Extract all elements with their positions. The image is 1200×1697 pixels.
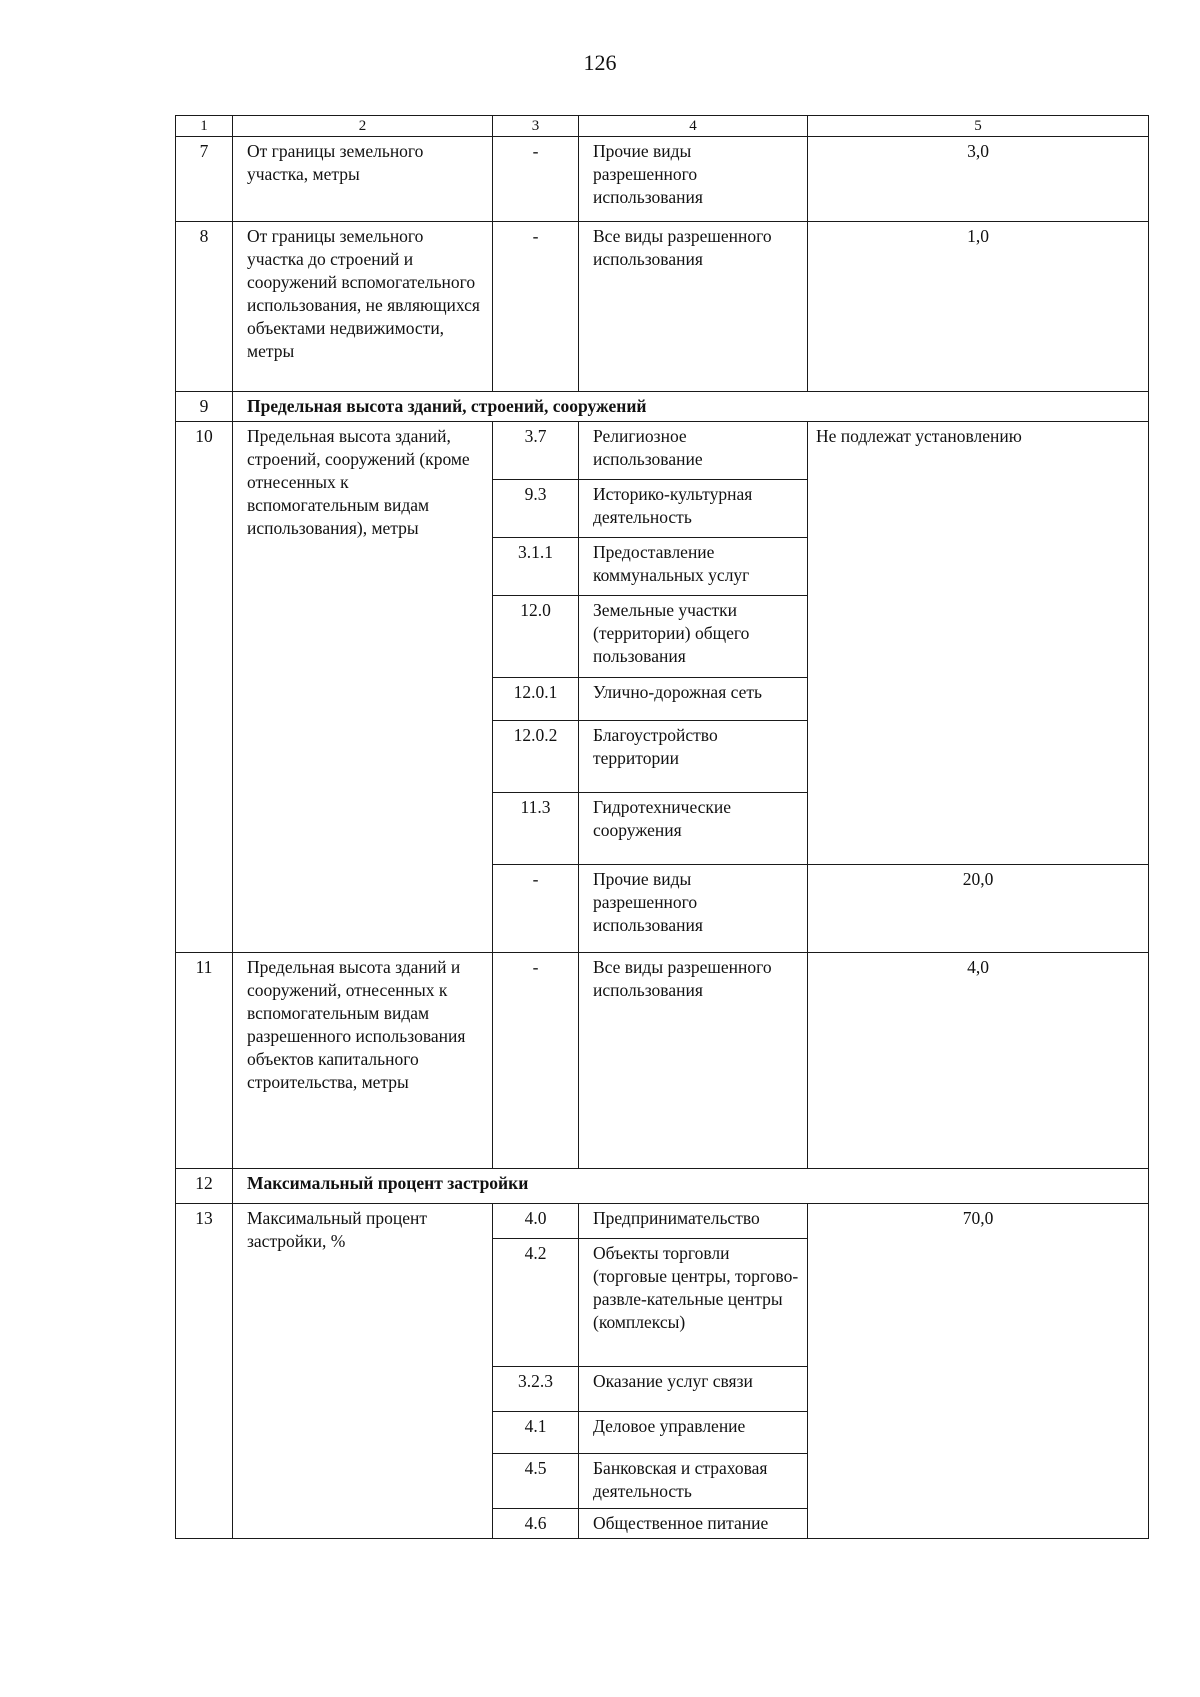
use-type: Все виды разрешенного использования: [579, 953, 808, 1169]
table-row: [176, 422, 1149, 480]
parameter-value: 20,0: [808, 865, 1149, 953]
parameter-value: 70,0: [808, 1204, 1149, 1539]
use-type: Улично-дорожная сеть: [579, 678, 808, 721]
section-row: [176, 1169, 1149, 1204]
parameter-name: От границы земельного участка, метры: [233, 137, 493, 222]
column-number: 1: [176, 116, 233, 137]
use-code: 12.0.1: [493, 678, 579, 721]
use-type: Все виды разрешенного использования: [579, 222, 808, 392]
use-type: Прочие виды разрешенного использования: [579, 865, 808, 953]
column-number-row: [176, 116, 1149, 137]
column-number: 4: [579, 116, 808, 137]
use-code: 3.1.1: [493, 538, 579, 596]
table-row: [176, 137, 1149, 222]
column-number: 3: [493, 116, 579, 137]
use-type: Историко-культурная деятельность: [579, 480, 808, 538]
use-code: 12.0.2: [493, 721, 579, 793]
use-type: Предпринимательство: [579, 1204, 808, 1239]
use-code: -: [493, 137, 579, 222]
parameter-value: 3,0: [808, 137, 1149, 222]
use-type: Гидротехнические сооружения: [579, 793, 808, 865]
column-number: 5: [808, 116, 1149, 137]
use-type: Банковская и страховая деятельность: [579, 1454, 808, 1509]
use-type: Предоставление коммунальных услуг: [579, 538, 808, 596]
parameter-value: 4,0: [808, 953, 1149, 1169]
use-code: 3.2.3: [493, 1367, 579, 1412]
table-row: [176, 1204, 1149, 1239]
use-code: 4.2: [493, 1239, 579, 1367]
use-type: Прочие виды разрешенного использования: [579, 137, 808, 222]
row-number: 9: [176, 392, 233, 422]
use-type: Земельные участки (территории) общего пользования: [579, 596, 808, 678]
page-number: 126: [583, 50, 617, 75]
row-number: 7: [176, 137, 233, 222]
use-type: Общественное питание: [579, 1509, 808, 1539]
section-title: Предельная высота зданий, строений, сооружений: [233, 392, 1149, 422]
use-code: 4.5: [493, 1454, 579, 1509]
use-code: 11.3: [493, 793, 579, 865]
row-number: 12: [176, 1169, 233, 1204]
use-code: -: [493, 953, 579, 1169]
row-number: 13: [176, 1204, 233, 1539]
column-number: 2: [233, 116, 493, 137]
parameter-name: Максимальный процент застройки, %: [233, 1204, 493, 1539]
use-code: -: [493, 222, 579, 392]
use-code: 3.7: [493, 422, 579, 480]
use-type: Объекты торговли (торговые центры, торгово-развле-кательные центры (комплексы): [579, 1239, 808, 1367]
row-number: 10: [176, 422, 233, 953]
table-row: [176, 953, 1149, 1169]
row-number: 11: [176, 953, 233, 1169]
use-type: Деловое управление: [579, 1412, 808, 1454]
row-number: 8: [176, 222, 233, 392]
use-code: 4.1: [493, 1412, 579, 1454]
use-code: 9.3: [493, 480, 579, 538]
parameter-name: Предельная высота зданий и сооружений, отнесенных к вспомогательным видам разрешенного использования объектов капитального строительства, метры: [233, 953, 493, 1169]
section-title: Максимальный процент застройки: [233, 1169, 1149, 1204]
use-code: -: [493, 865, 579, 953]
use-code: 4.0: [493, 1204, 579, 1239]
use-type: Религиозное использование: [579, 422, 808, 480]
parameter-name: От границы земельного участка до строений и сооружений вспомогательного использования, не являющихся объектами недвижимости, метры: [233, 222, 493, 392]
parameter-name: Предельная высота зданий, строений, сооружений (кроме отнесенных к вспомогательным видам использования), метры: [233, 422, 493, 953]
use-type: Благоустройство территории: [579, 721, 808, 793]
regulations-table: [175, 115, 1149, 1539]
section-row: [176, 392, 1149, 422]
use-code: 4.6: [493, 1509, 579, 1539]
parameter-value: 1,0: [808, 222, 1149, 392]
use-type: Оказание услуг связи: [579, 1367, 808, 1412]
use-code: 12.0: [493, 596, 579, 678]
parameter-value: Не подлежат установлению: [808, 422, 1149, 865]
table-row: [176, 222, 1149, 392]
